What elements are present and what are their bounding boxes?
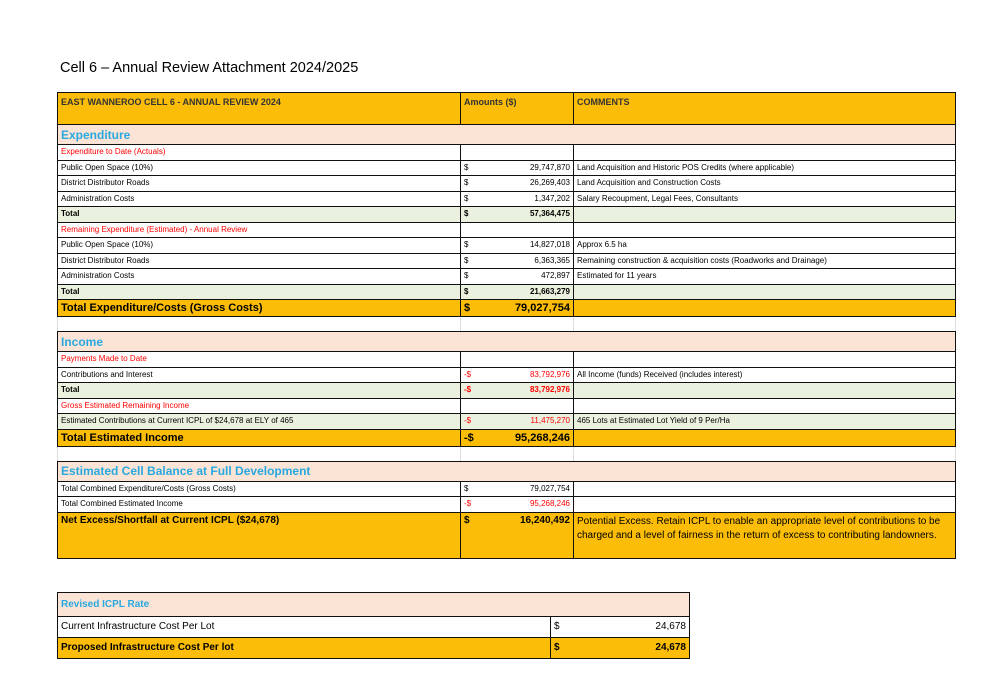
subheading-row: [58, 145, 956, 161]
currency-symbol: -$: [464, 499, 472, 509]
currency-symbol: $: [464, 302, 471, 314]
row-label: Total Combined Estimated Income: [58, 497, 461, 513]
table-row: [58, 160, 956, 176]
table-row: [58, 414, 956, 430]
table-row: [58, 269, 956, 285]
currency-symbol: $: [464, 240, 469, 250]
row-comment: Remaining construction & acquisition costs (Roadworks and Drainage): [574, 253, 956, 269]
currency-symbol: $: [554, 642, 560, 653]
table-row: [58, 191, 956, 207]
spacer-row: [58, 446, 956, 461]
grand-total-row: [58, 300, 956, 317]
currency-symbol: $: [464, 514, 470, 526]
currency-symbol: $: [464, 255, 469, 265]
currency-symbol: $: [554, 621, 560, 632]
currency-symbol: $: [464, 178, 469, 188]
grand-total-amount: 95,268,246: [514, 431, 570, 444]
row-comment: Land Acquisition and Construction Costs: [574, 176, 956, 192]
grand-total-label: Total Estimated Income: [58, 429, 461, 446]
row-amount: 29,747,870: [529, 162, 570, 172]
section-income: [58, 332, 956, 352]
section-expenditure: [58, 125, 956, 145]
header-amounts: Amounts ($): [461, 93, 574, 125]
header-comments: COMMENTS: [574, 93, 956, 125]
net-label: Net Excess/Shortfall at Current ICPL ($24,678): [58, 512, 461, 558]
currency-symbol: $: [464, 271, 469, 281]
section-title: Expenditure: [58, 125, 956, 145]
icpl-title-row: [58, 593, 690, 617]
subheading-row: [58, 222, 956, 238]
subheading-payments: Payments Made to Date: [58, 352, 461, 368]
subheading-actuals: Expenditure to Date (Actuals): [58, 145, 461, 161]
row-label: District Distributor Roads: [58, 176, 461, 192]
row-label: Contributions and Interest: [58, 367, 461, 383]
currency-symbol: -$: [464, 385, 472, 395]
section-title: Income: [58, 332, 956, 352]
grand-total-row: [58, 429, 956, 446]
row-label: Current Infrastructure Cost Per Lot: [58, 617, 551, 638]
row-amount: 83,792,976: [529, 369, 570, 379]
row-label: Administration Costs: [58, 269, 461, 285]
row-comment: Land Acquisition and Historic POS Credits (where applicable): [574, 160, 956, 176]
spacer-row: [58, 317, 956, 332]
section-balance: [58, 461, 956, 481]
row-comment: Salary Recoupment, Legal Fees, Consultants: [574, 191, 956, 207]
grand-total-amount: 79,027,754: [514, 302, 570, 314]
annual-review-table: [57, 92, 956, 559]
icpl-title: Revised ICPL Rate: [58, 593, 690, 617]
net-comment: Potential Excess. Retain ICPL to enable an appropriate level of contributions to be charged and a level of fairness in the return of excess to contributing landowners.: [574, 512, 956, 558]
total-amount: 83,792,976: [529, 385, 570, 395]
currency-symbol: $: [464, 286, 469, 296]
row-amount: 24,678: [655, 642, 686, 653]
row-amount: 1,347,202: [534, 193, 570, 203]
row-comment: Approx 6.5 ha: [574, 238, 956, 254]
net-balance-row: [58, 512, 956, 558]
row-label: District Distributor Roads: [58, 253, 461, 269]
total-row: [58, 207, 956, 223]
table-row: [58, 176, 956, 192]
row-label: Proposed Infrastructure Cost Per lot: [58, 638, 551, 659]
row-amount: 24,678: [655, 621, 686, 632]
row-label: Total Combined Expenditure/Costs (Gross Costs): [58, 481, 461, 497]
grand-total-label: Total Expenditure/Costs (Gross Costs): [58, 300, 461, 317]
subheading-row: [58, 352, 956, 368]
total-amount: 21,663,279: [529, 286, 570, 296]
table-row: [58, 481, 956, 497]
row-label: Administration Costs: [58, 191, 461, 207]
row-amount: 79,027,754: [529, 483, 570, 493]
table-row: [58, 617, 690, 638]
currency-symbol: -$: [464, 431, 474, 444]
currency-symbol: $: [464, 193, 469, 203]
row-amount: 11,475,270: [530, 416, 570, 426]
row-label: Public Open Space (10%): [58, 160, 461, 176]
currency-symbol: $: [464, 209, 469, 219]
row-amount: 472,897: [541, 271, 570, 281]
total-label: Total: [58, 383, 461, 399]
total-label: Total: [58, 207, 461, 223]
document-title: Cell 6 – Annual Review Attachment 2024/2025: [60, 60, 359, 76]
currency-symbol: -$: [464, 369, 472, 379]
row-amount: 95,268,246: [529, 499, 570, 509]
total-row: [58, 284, 956, 300]
row-amount: 26,269,403: [529, 178, 570, 188]
section-title: Estimated Cell Balance at Full Development: [58, 461, 956, 481]
table-row: [58, 367, 956, 383]
row-amount: 14,827,018: [529, 240, 570, 250]
subheading-row: [58, 398, 956, 414]
table-header-row: [58, 93, 956, 125]
currency-symbol: $: [464, 162, 469, 172]
table-row: [58, 497, 956, 513]
table-row: [58, 253, 956, 269]
subheading-gross: Gross Estimated Remaining Income: [58, 398, 461, 414]
icpl-rate-table: [57, 592, 690, 659]
total-label: Total: [58, 284, 461, 300]
currency-symbol: $: [464, 483, 469, 493]
row-label: Public Open Space (10%): [58, 238, 461, 254]
table-row: [58, 238, 956, 254]
row-comment: All Income (funds) Received (includes interest): [574, 367, 956, 383]
row-comment: 465 Lots at Estimated Lot Yield of 9 Per/Ha: [574, 414, 956, 430]
net-amount: 16,240,492: [519, 514, 570, 526]
total-row: [58, 383, 956, 399]
row-label: Estimated Contributions at Current ICPL of $24,678 at ELY of 465: [58, 414, 461, 430]
header-title: EAST WANNEROO CELL 6 - ANNUAL REVIEW 2024: [58, 93, 461, 125]
proposed-row: [58, 638, 690, 659]
subheading-remaining: Remaining Expenditure (Estimated) - Annual Review: [58, 222, 461, 238]
row-amount: 6,363,365: [534, 255, 570, 265]
row-comment: Estimated for 11 years: [574, 269, 956, 285]
currency-symbol: -$: [464, 416, 472, 426]
total-amount: 57,364,475: [529, 209, 570, 219]
